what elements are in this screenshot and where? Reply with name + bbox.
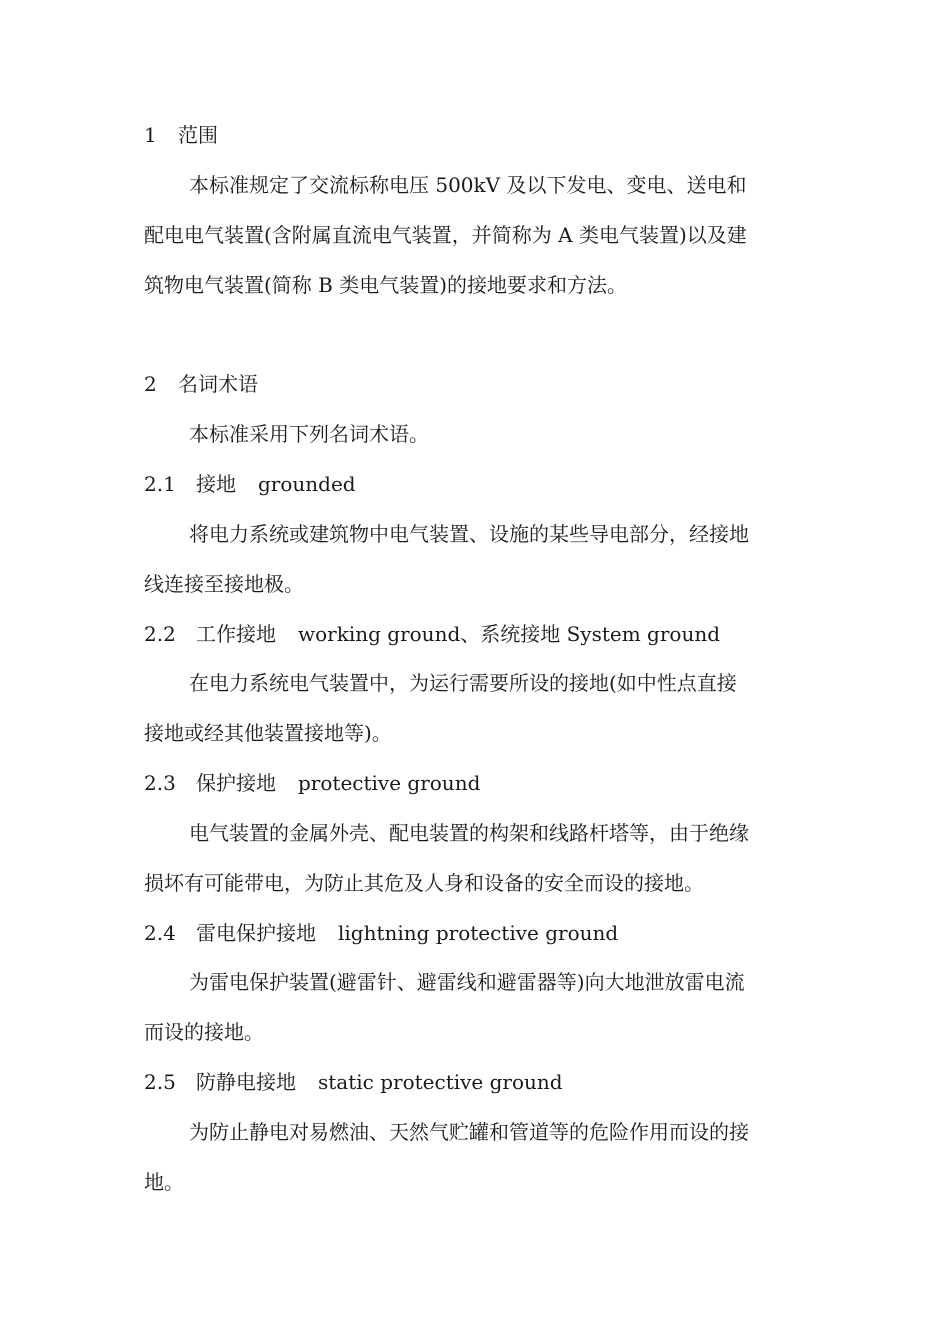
paragraph-line: 地。: [144, 1170, 184, 1194]
term-number: 2.5: [144, 1070, 176, 1094]
term-english: protective ground: [298, 771, 481, 795]
term-number: 2.3: [144, 771, 176, 795]
term-name: 防静电接地: [196, 1070, 296, 1094]
term-name: 雷电保护接地: [196, 921, 316, 945]
paragraph-line: 为雷电保护装置(避雷针、避雷线和避雷器等)向大地泄放雷电流: [189, 970, 745, 994]
paragraph-line: 电气装置的金属外壳、配电装置的构架和线路杆塔等，由于绝缘: [189, 821, 749, 845]
paragraph-line: 配电电气装置(含附属直流电气装置，并简称为 A 类电气装置)以及建: [144, 223, 747, 247]
paragraph-line: 本标准规定了交流标称电压 500kV 及以下发电、变电、送电和: [189, 173, 747, 197]
section-heading-2: [144, 372, 258, 396]
term-english: working ground、系统接地 System ground: [298, 622, 721, 646]
term-name: 接地: [196, 472, 236, 496]
term-heading: [144, 921, 618, 945]
term-heading: [144, 771, 480, 795]
section-heading-1: [144, 123, 218, 147]
term-english: grounded: [258, 472, 356, 496]
paragraph-line: 为防止静电对易燃油、天然气贮罐和管道等的危险作用而设的接: [189, 1120, 749, 1144]
term-english: lightning protective ground: [338, 921, 619, 945]
term-heading: [144, 472, 356, 496]
paragraph-line: 而设的接地。: [144, 1020, 264, 1044]
paragraph-line: 损坏有可能带电，为防止其危及人身和设备的安全而设的接地。: [144, 871, 704, 895]
section-title: 范围: [178, 123, 218, 147]
term-name: 工作接地: [196, 622, 276, 646]
term-number: 2.2: [144, 622, 176, 646]
paragraph-line: 将电力系统或建筑物中电气装置、设施的某些导电部分，经接地: [189, 522, 749, 546]
term-english: static protective ground: [318, 1070, 563, 1094]
paragraph-line: 筑物电气装置(简称 B 类电气装置)的接地要求和方法。: [144, 273, 628, 297]
paragraph-line: 接地或经其他装置接地等)。: [144, 721, 392, 745]
section-number: 2: [144, 372, 157, 396]
term-number: 2.1: [144, 472, 176, 496]
paragraph-line: 本标准采用下列名词术语。: [189, 422, 429, 446]
paragraph-line: 线连接至接地极。: [144, 572, 304, 596]
term-heading: [144, 622, 720, 646]
term-name: 保护接地: [196, 771, 276, 795]
paragraph-line: 在电力系统电气装置中，为运行需要所设的接地(如中性点直接: [189, 671, 737, 695]
term-number: 2.4: [144, 921, 176, 945]
section-title: 名词术语: [178, 372, 258, 396]
term-heading: [144, 1070, 563, 1094]
section-number: 1: [144, 123, 157, 147]
